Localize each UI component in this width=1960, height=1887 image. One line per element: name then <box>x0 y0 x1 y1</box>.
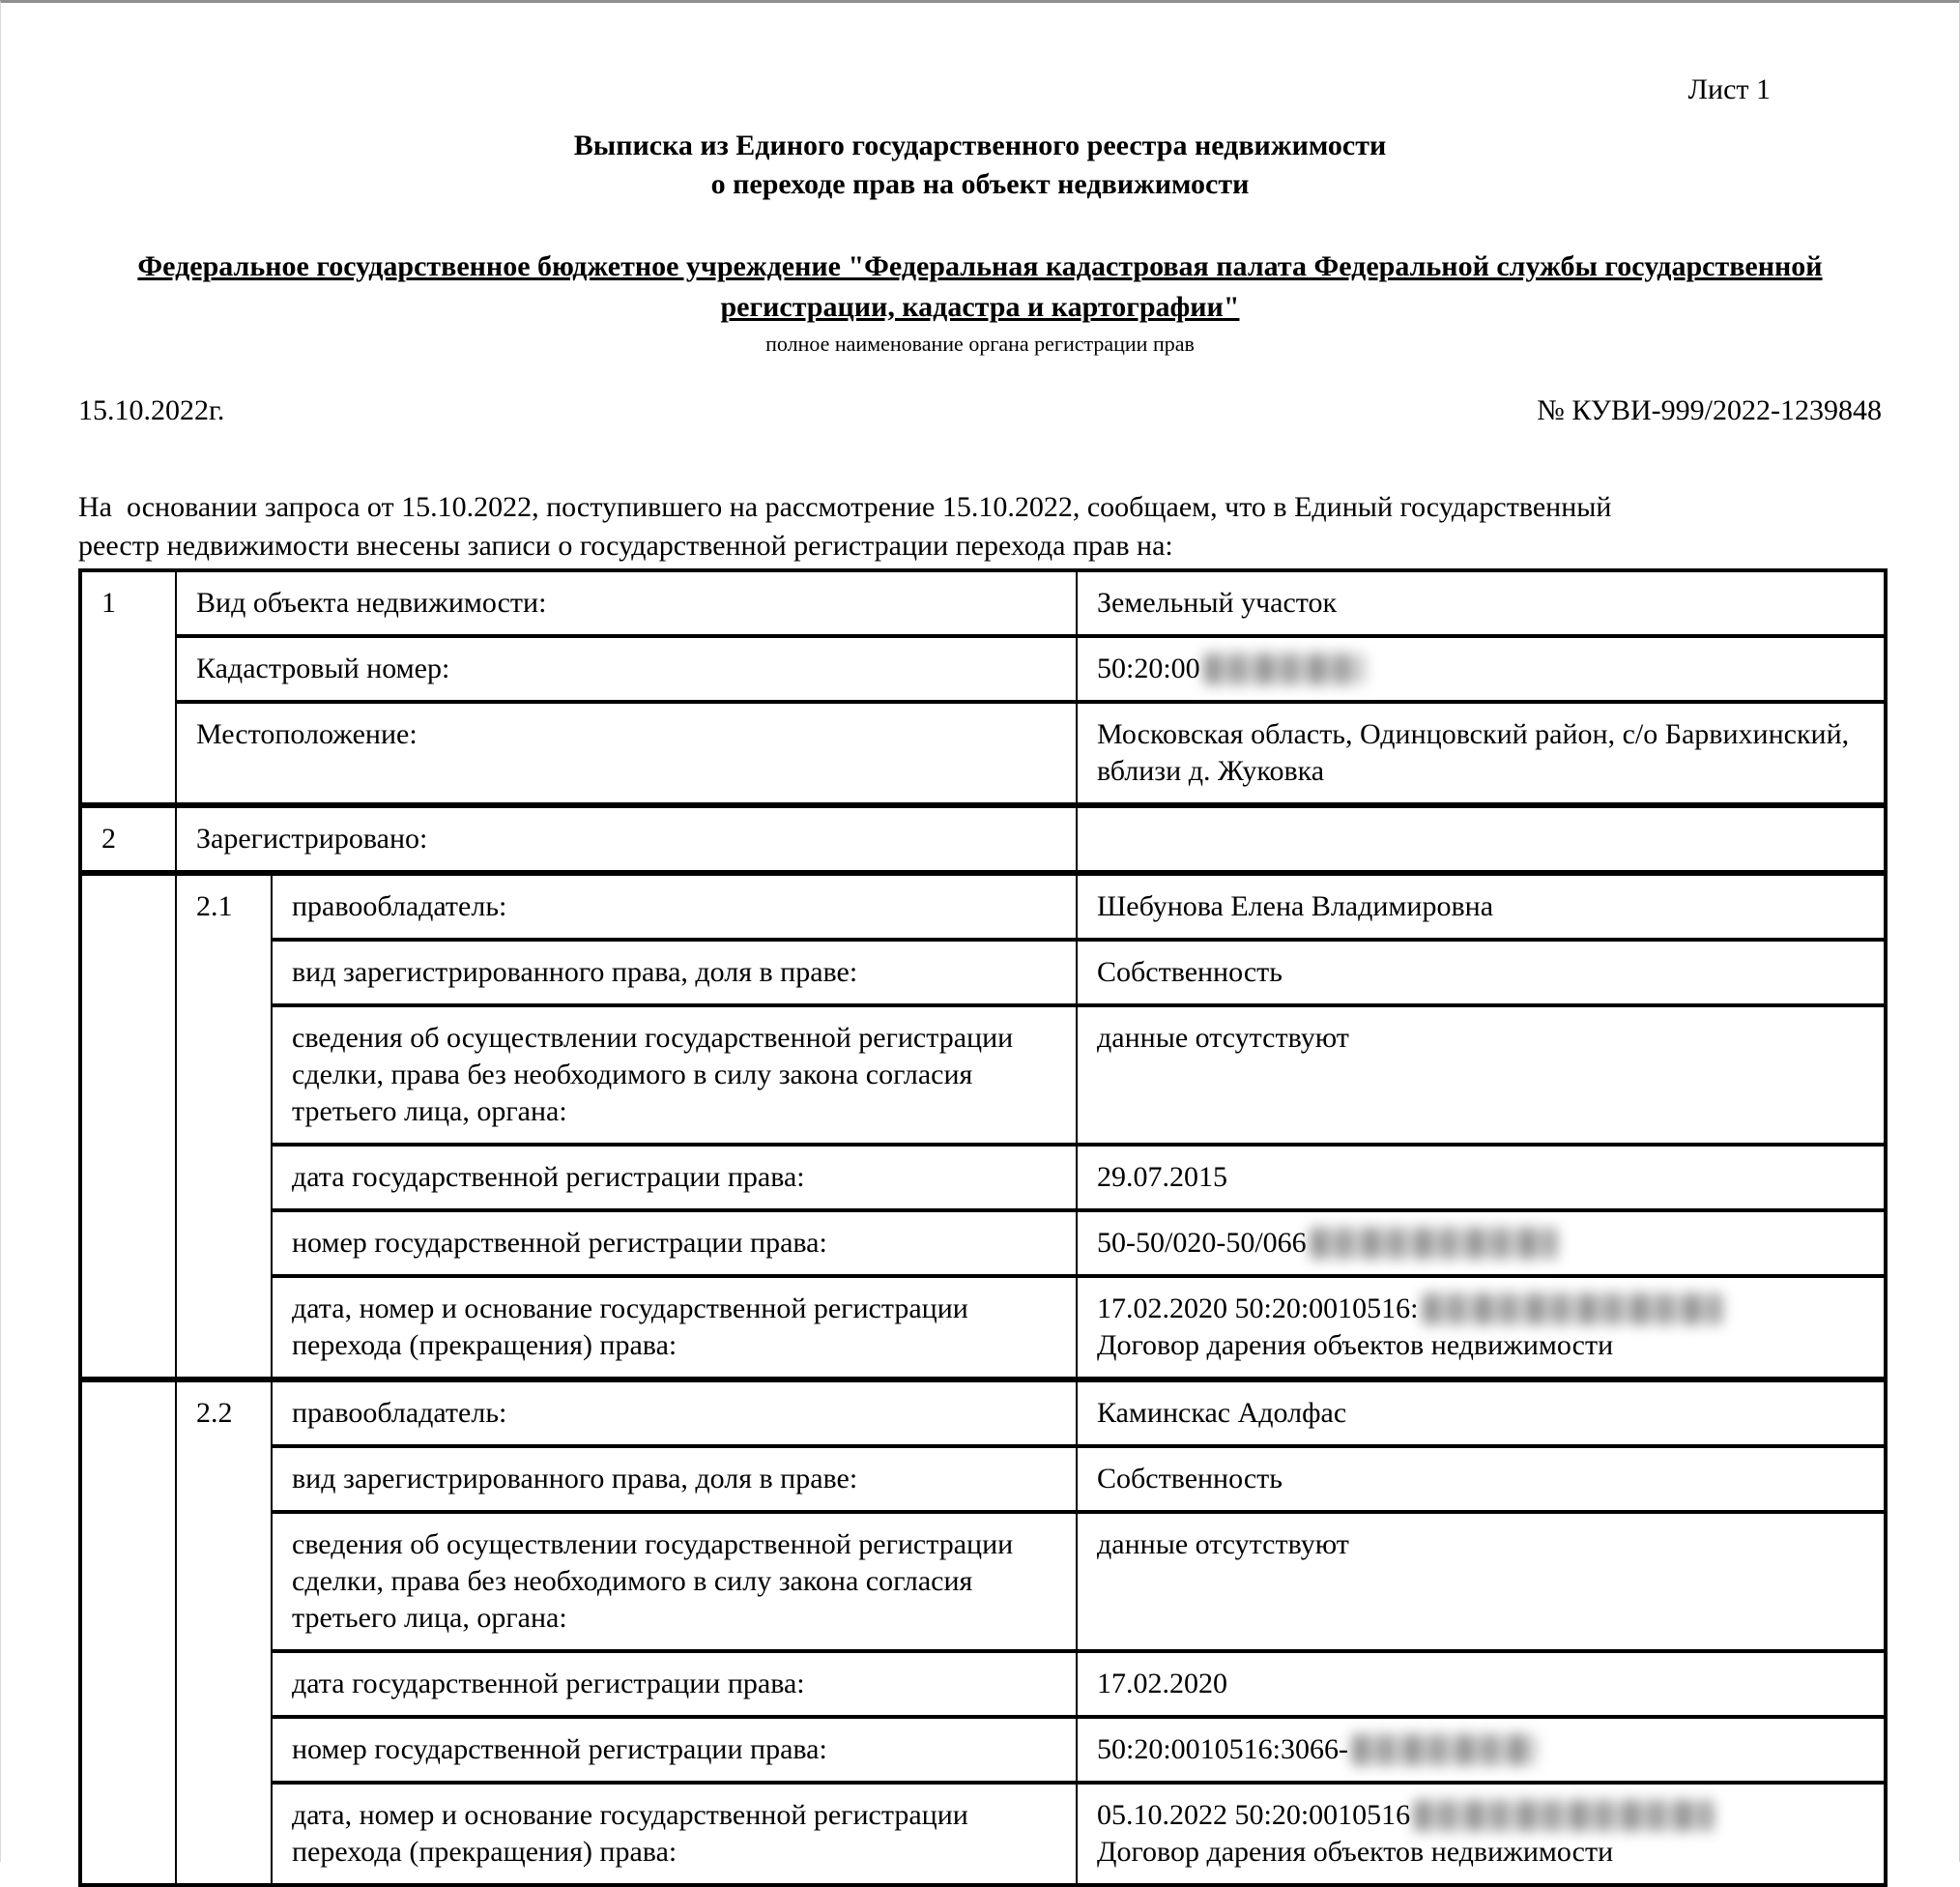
row-value: данные отсутствуют <box>1077 1005 1886 1145</box>
row-label: дата, номер и основание государственной регистрации перехода (прекращения) права: <box>272 1783 1077 1885</box>
table-row <box>80 873 1886 940</box>
row-label: сведения об осуществлении государственной регистрации сделки, права без необходимого в силу закона согласия третьего лица, органа: <box>272 1005 1077 1145</box>
page-content <box>1 3 1959 1887</box>
section-number: 1 <box>80 570 176 805</box>
table-row <box>80 1783 1886 1885</box>
section-number-spacer <box>80 873 176 1379</box>
redacted-value <box>1423 1293 1722 1324</box>
subsection-number: 2.1 <box>176 873 272 1379</box>
document-number: № КУВИ-999/2022-1239848 <box>1537 394 1882 426</box>
table-row <box>80 1446 1886 1512</box>
table-row <box>80 940 1886 1005</box>
row-label: дата государственной регистрации права: <box>272 1651 1077 1717</box>
row-value: Собственность <box>1077 1446 1886 1512</box>
row-label: вид зарегистрированного права, доля в праве: <box>272 1446 1077 1512</box>
table-row <box>80 1005 1886 1145</box>
row-value <box>1077 1717 1886 1783</box>
redacted-value <box>1204 653 1364 684</box>
row-label: Зарегистрировано: <box>176 805 1077 873</box>
row-label: дата, номер и основание государственной регистрации перехода (прекращения) права: <box>272 1276 1077 1379</box>
registration-authority-caption: полное наименование органа регистрации прав <box>765 332 1195 356</box>
section-number-spacer <box>80 1379 176 1885</box>
row-label: номер государственной регистрации права: <box>272 1210 1077 1276</box>
row-label: правообладатель: <box>272 873 1077 940</box>
table-row <box>80 1717 1886 1783</box>
rights-transfer-table <box>78 568 1888 1887</box>
row-value-line1 <box>1097 1291 1864 1327</box>
subsection-number: 2.2 <box>176 1379 272 1885</box>
redacted-value <box>1311 1228 1557 1259</box>
document-meta-row <box>78 392 1882 430</box>
row-label: правообладатель: <box>272 1379 1077 1446</box>
row-value-prefix: 05.10.2022 50:20:0010516 <box>1097 1799 1411 1831</box>
table-row <box>80 1379 1886 1446</box>
row-value: данные отсутствуют <box>1077 1512 1886 1651</box>
row-value <box>1077 1276 1886 1379</box>
row-value-prefix: 50-50/020-50/066 <box>1097 1227 1307 1259</box>
table-row <box>80 1651 1886 1717</box>
table-row <box>80 805 1886 873</box>
row-label: Вид объекта недвижимости: <box>176 570 1077 636</box>
row-value: Шебунова Елена Владимировна <box>1077 873 1886 940</box>
row-value: 29.07.2015 <box>1077 1145 1886 1210</box>
registration-authority-line1: Федеральное государственное бюджетное учреждение "Федеральная кадастровая палата Федеральной службы государственной <box>137 250 1823 282</box>
row-value: Каминскас Адолфас <box>1077 1379 1886 1446</box>
table-row <box>80 1145 1886 1210</box>
row-label: дата государственной регистрации права: <box>272 1145 1077 1210</box>
row-label: Местоположение: <box>176 702 1077 805</box>
document-title <box>78 127 1882 204</box>
section-number: 2 <box>80 805 176 873</box>
row-value-line1 <box>1097 1797 1864 1834</box>
intro-paragraph <box>78 488 1882 566</box>
row-label: Кадастровый номер: <box>176 636 1077 702</box>
row-value-prefix: 50:20:0010516:3066- <box>1097 1733 1348 1765</box>
row-value-prefix: 17.02.2020 50:20:0010516: <box>1097 1292 1419 1324</box>
row-label: сведения об осуществлении государственной регистрации сделки, права без необходимого в силу закона согласия третьего лица, органа: <box>272 1512 1077 1651</box>
row-value <box>1077 805 1886 873</box>
row-value-line2: Договор дарения объектов недвижимости <box>1097 1836 1614 1868</box>
row-value <box>1077 636 1886 702</box>
row-value <box>1077 1210 1886 1276</box>
row-value-line2: Договор дарения объектов недвижимости <box>1097 1329 1614 1361</box>
intro-line2: реестр недвижимости внесены записи о государственной регистрации перехода прав на: <box>78 530 1173 562</box>
row-value: Собственность <box>1077 940 1886 1005</box>
row-value: 17.02.2020 <box>1077 1651 1886 1717</box>
registration-authority-name <box>78 247 1882 328</box>
table-row <box>80 702 1886 805</box>
registration-authority-line2: регистрации, кадастра и картографии" <box>720 291 1240 323</box>
document-title-line2: о переходе прав на объект недвижимости <box>710 168 1250 200</box>
row-label: вид зарегистрированного права, доля в праве: <box>272 940 1077 1005</box>
redacted-value <box>1414 1800 1714 1831</box>
row-value-prefix: 50:20:00 <box>1097 653 1200 684</box>
redacted-value <box>1352 1734 1536 1765</box>
intro-line1: На основании запроса от 15.10.2022, поступившего на рассмотрение 15.10.2022, сообщаем, что в Единый государственный <box>78 491 1612 523</box>
table-row <box>80 570 1886 636</box>
table-row <box>80 1512 1886 1651</box>
document-date: 15.10.2022г. <box>78 394 225 426</box>
row-value: Московская область, Одинцовский район, с/о Барвихинский, вблизи д. Жуковка <box>1077 702 1886 805</box>
row-label: номер государственной регистрации права: <box>272 1717 1077 1783</box>
table-row <box>80 636 1886 702</box>
sheet-number: Лист 1 <box>1687 73 1771 105</box>
row-value: Земельный участок <box>1077 570 1886 636</box>
table-row <box>80 1210 1886 1276</box>
table-row <box>80 1276 1886 1379</box>
row-value <box>1077 1783 1886 1885</box>
document-title-line1: Выписка из Единого государственного реестра недвижимости <box>573 130 1387 161</box>
